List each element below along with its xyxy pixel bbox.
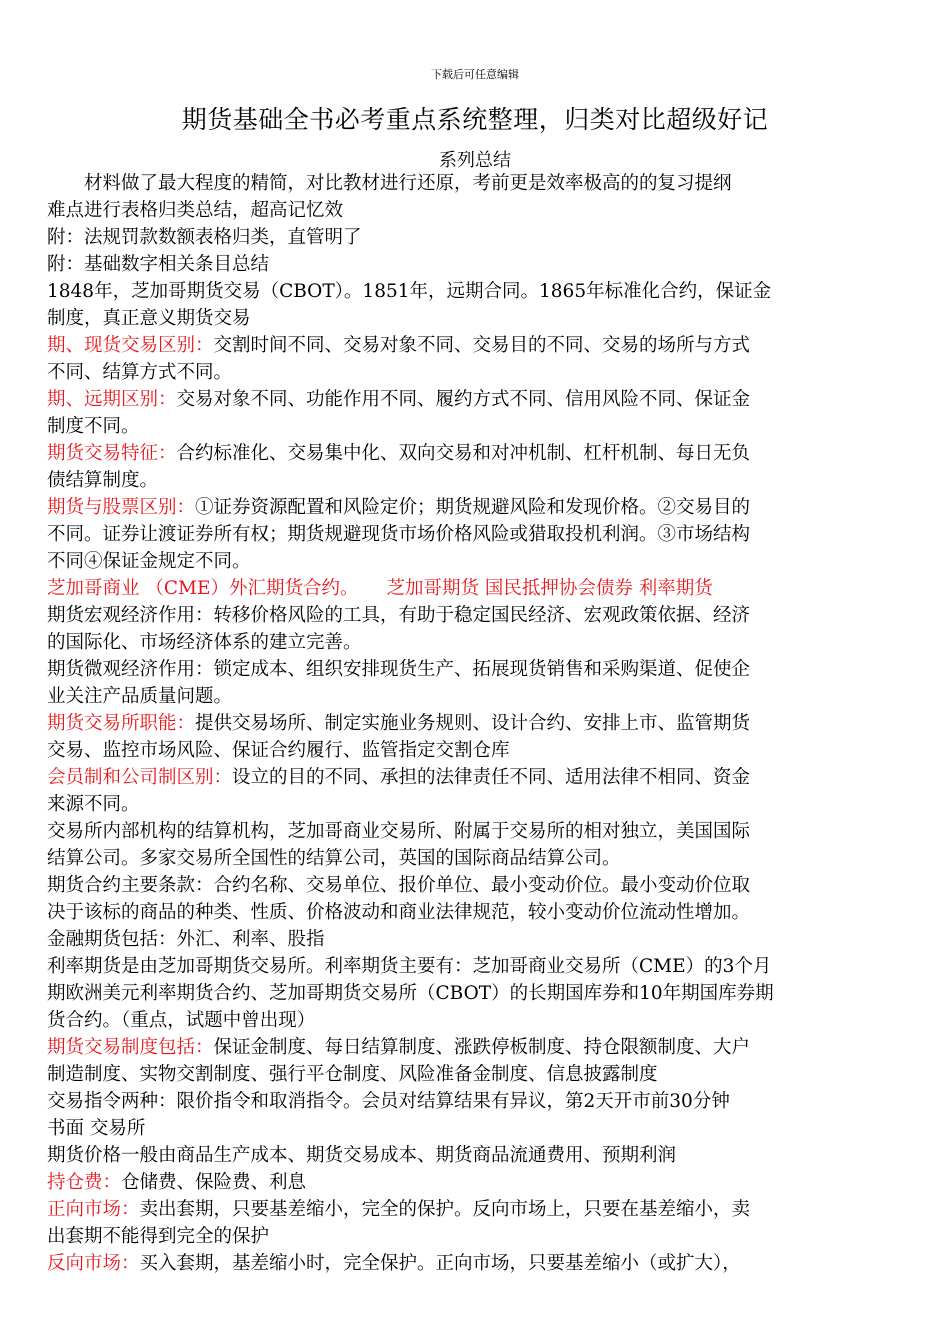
heading-text: 合约标准化、交易集中化、双向交易和对冲机制、杠杆机制、每日无负 (176, 443, 751, 464)
heading-term: 期货交易制度包括： (47, 1037, 214, 1058)
document-body (47, 170, 909, 1277)
text-line (47, 386, 909, 413)
page-title: 期货基础全书必考重点系统整理，归类对比超级好记 (181, 105, 769, 134)
membership-vs-corporate-paragraph (47, 764, 909, 818)
text-line: 制造制度、实物交割制度、强行平仓制度、风险准备金制度、信息披露制度 (47, 1064, 658, 1085)
heading-term: 期、现货交易区别： (47, 335, 214, 356)
spot-vs-futures-paragraph (47, 332, 909, 386)
text-line: 交易所内部机构的结算机构，芝加哥商业交易所、附属于交易所的相对独立，美国国际 (47, 821, 751, 842)
text-line (47, 575, 909, 602)
heading-term: 期货交易所职能： (47, 713, 196, 734)
text-line: 制度不同。 (47, 416, 140, 437)
futures-vs-stocks-paragraph (47, 494, 909, 575)
inverted-market-paragraph (47, 1250, 909, 1277)
text-line: 材料做了最大程度的精简，对比教材进行还原，考前更是效率极高的的复习提纲 (84, 173, 732, 194)
cbot-note: 芝加哥期货 国民抵押协会债券 利率期货 (386, 578, 713, 599)
heading-text: ①证券资源配置和风险定价；期货规避风险和发现价格。②交易目的 (195, 497, 751, 518)
appendix-note (47, 224, 909, 251)
heading-term: 正向市场： (47, 1199, 140, 1220)
text-line (47, 494, 909, 521)
contract-terms-paragraph (47, 872, 909, 926)
heading-term: 反向市场： (47, 1253, 140, 1274)
exchange-functions-paragraph (47, 710, 909, 764)
clearing-paragraph (47, 818, 909, 872)
futures-features-paragraph (47, 440, 909, 494)
price-composition-line (47, 1142, 909, 1169)
text-line (47, 1196, 909, 1223)
text-line: 交易指令两种：限价指令和取消指令。会员对结算结果有异议，第2天开市前30分钟 (47, 1091, 730, 1112)
text-line: 难点进行表格归类总结，超高记忆效 (47, 200, 344, 221)
intro-paragraph (47, 170, 909, 224)
heading-term: 持仓费： (47, 1172, 122, 1193)
page-subtitle: 系列总结 (439, 150, 511, 171)
text-line: 决于该标的商品的种类、性质、价格波动和商业法律规范，较小变动价位流动性增加。 (47, 902, 751, 923)
normal-market-paragraph (47, 1196, 909, 1250)
heading-text: 仓储费、保险费、利息 (121, 1172, 307, 1193)
text-line: 附：基础数字相关条目总结 (47, 254, 270, 275)
text-line: 不同、结算方式不同。 (47, 362, 233, 383)
text-line: 金融期货包括：外汇、利率、股指 (47, 929, 325, 950)
heading-text: 卖出套期，只要基差缩小，完全的保护。反向市场上，只要在基差缩小，卖 (139, 1199, 751, 1220)
text-line: 不同④保证金规定不同。 (47, 551, 251, 572)
text-line: 业关注产品质量问题。 (47, 686, 233, 707)
macro-role-paragraph (47, 602, 909, 656)
text-line: 1848年，芝加哥期货交易（CBOT）。1851年，远期合同。1865年标准化合约，保证金 (47, 281, 772, 302)
text-line: 来源不同。 (47, 794, 140, 815)
heading-text: 交割时间不同、交易对象不同、交易目的不同、交易的场所与方式 (213, 335, 751, 356)
heading-term: 期、远期区别： (47, 389, 177, 410)
text-line (47, 710, 909, 737)
heading-term: 会员制和公司制区别： (47, 767, 233, 788)
heading-term: 期货交易特征： (47, 443, 177, 464)
heading-text: 设立的目的不同、承担的法律责任不同、适用法律不相同、资金 (232, 767, 751, 788)
text-line: 的国际化、市场经济体系的建立完善。 (47, 632, 362, 653)
chicago-exchanges-line (47, 575, 909, 602)
text-line: 期货宏观经济作用：转移价格风险的工具，有助于稳定国民经济、宏观政策依据、经济 (47, 605, 751, 626)
text-line: 期欧洲美元利率期货合约、芝加哥期货交易所（CBOT）的长期国库券和10年期国库券期 (47, 983, 774, 1004)
interest-rate-futures-paragraph (47, 953, 909, 1034)
text-line: 结算公司。多家交易所全国性的结算公司，英国的国际商品结算公司。 (47, 848, 621, 869)
text-line (47, 1250, 909, 1277)
text-line: 不同。证券让渡证券所有权；期货规避现货市场价格风险或猎取投机利润。③市场结构 (47, 524, 751, 545)
text-line (47, 440, 909, 467)
heading-text: 保证金制度、每日结算制度、涨跌停板制度、持仓限额制度、大户 (213, 1037, 751, 1058)
appendix-note (47, 251, 909, 278)
text-line: 期货微观经济作用：锁定成本、组织安排现货生产、拓展现货销售和采购渠道、促使企 (47, 659, 751, 680)
heading-text: 交易对象不同、功能作用不同、履约方式不同、信用风险不同、保证金 (176, 389, 751, 410)
text-line (47, 332, 909, 359)
text-line: 附：法规罚款数额表格归类，直管明了 (47, 227, 362, 248)
history-paragraph (47, 278, 909, 332)
text-line: 交易、监控市场风险、保证合约履行、监管指定交割仓库 (47, 740, 510, 761)
text-line: 书面 交易所 (47, 1118, 146, 1139)
text-line (47, 764, 909, 791)
heading-term: 期货与股票区别： (47, 497, 196, 518)
financial-futures-line (47, 926, 909, 953)
cme-note: 芝加哥商业 （CME）外汇期货合约。 (47, 578, 359, 599)
text-line: 债结算制度。 (47, 470, 159, 491)
text-line: 利率期货是由芝加哥期货交易所。利率期货主要有：芝加哥商业交易所（CME）的3个月 (47, 956, 772, 977)
header-note: 下载后可任意编辑 (431, 68, 519, 81)
forward-vs-futures-paragraph (47, 386, 909, 440)
trading-system-paragraph (47, 1034, 909, 1088)
text-line: 期货合约主要条款：合约名称、交易单位、报价单位、最小变动价位。最小变动价位取 (47, 875, 751, 896)
micro-role-paragraph (47, 656, 909, 710)
text-line: 期货价格一般由商品生产成本、期货交易成本、期货商品流通费用、预期利润 (47, 1145, 677, 1166)
order-types-paragraph (47, 1088, 909, 1142)
text-line: 出套期不能得到完全的保护 (47, 1226, 270, 1247)
text-line (47, 1034, 909, 1061)
heading-text: 买入套期，基差缩小时，完全保护。正向市场，只要基差缩小（或扩大）， (139, 1253, 741, 1274)
text-line: 制度，真正意义期货交易 (47, 308, 251, 329)
carrying-cost-line (47, 1169, 909, 1196)
text-line (47, 1169, 909, 1196)
text-line: 货合约。（重点，试题中曾出现） (47, 1010, 316, 1031)
heading-text: 提供交易场所、制定实施业务规则、设计合约、安排上市、监管期货 (195, 713, 751, 734)
